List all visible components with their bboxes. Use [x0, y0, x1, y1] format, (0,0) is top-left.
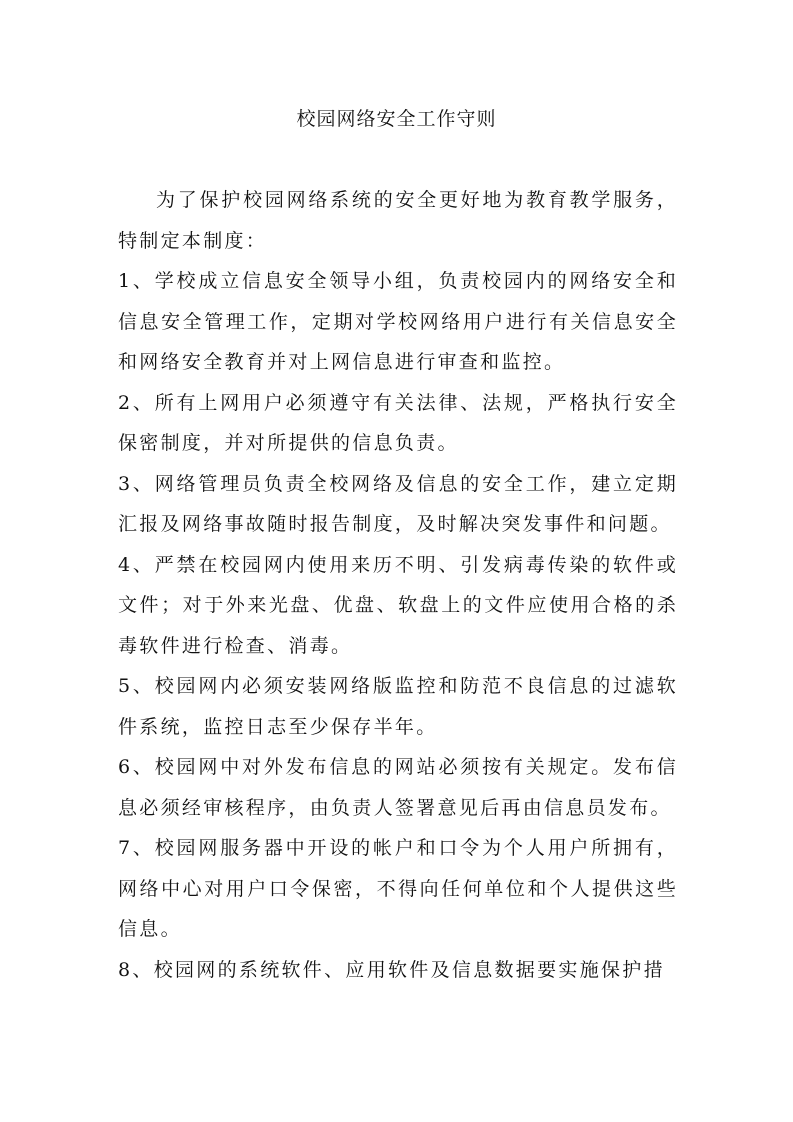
rule-paragraph-6: 6、校园网中对外发布信息的网站必须按有关规定。发布信息必须经审核程序，由负责人签署意见后再由信息员发布。 — [118, 756, 678, 819]
rule-paragraph-1: 1、学校成立信息安全领导小组，负责校园内的网络安全和信息安全管理工作，定期对学校网络用户进行有关信息安全和网络安全教育并对上网信息进行审查和监控。 — [118, 270, 678, 373]
document-title: 校园网络安全工作守则 — [296, 108, 497, 130]
rule-paragraph-2: 2、所有上网用户必须遵守有关法律、法规，严格执行安全保密制度，并对所提供的信息负责。 — [118, 391, 678, 454]
intro-paragraph: 为了保护校园网络系统的安全更好地为教育教学服务，特制定本制度： — [118, 189, 678, 252]
rule-paragraph-7: 7、校园网服务器中开设的帐户和口令为个人用户所拥有，网络中心对用户口令保密，不得向任何单位和个人提供这些信息。 — [118, 837, 678, 940]
rule-paragraph-4: 4、严禁在校园网内使用来历不明、引发病毒传染的软件或文件；对于外来光盘、优盘、软盘上的文件应使用合格的杀毒软件进行检查、消毒。 — [118, 553, 678, 657]
rule-paragraph-5: 5、校园网内必须安装网络版监控和防范不良信息的过滤软件系统，监控日志至少保存半年。 — [118, 675, 678, 738]
document-body — [118, 180, 678, 990]
rule-paragraph-8: 8、校园网的系统软件、应用软件及信息数据要实施保护措 — [118, 958, 665, 981]
rule-paragraph-3: 3、网络管理员负责全校网络及信息的安全工作，建立定期汇报及网络事故随时报告制度，及时解决突发事件和问题。 — [118, 472, 678, 535]
